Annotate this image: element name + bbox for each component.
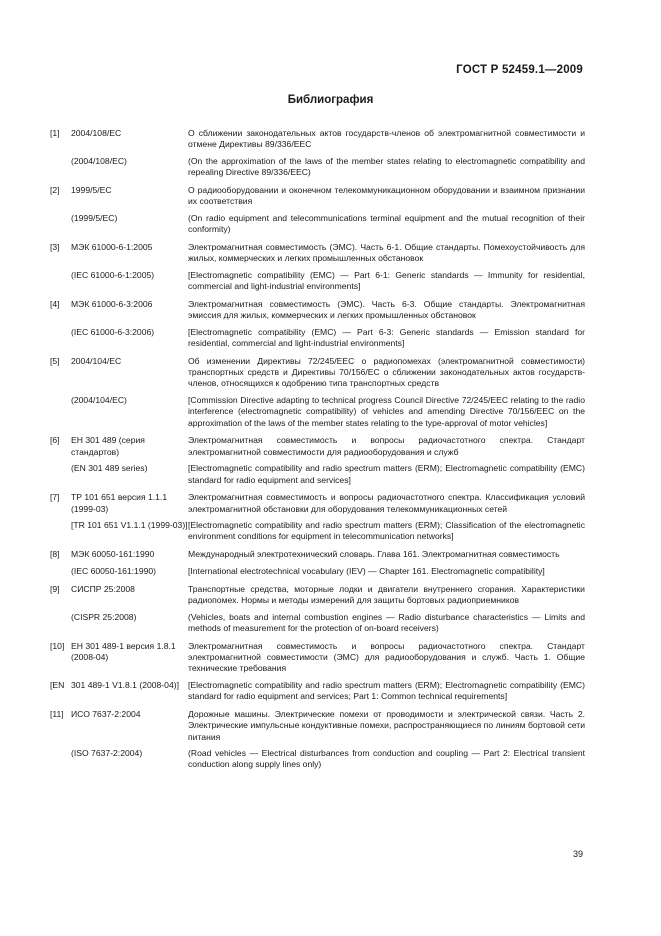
- entry-description: Электромагнитная совместимость и вопросы радиочастотного спектра. Классификация условий электромагнитной обстановки для оборудования телекоммуникационных сетей: [188, 492, 585, 514]
- entry-description: Электромагнитная совместимость и вопросы радиочастотного спектра. Стандарт электромагнитной совместимости для радиооборудования и служб: [188, 435, 585, 457]
- entry-description: (On radio equipment and telecommunications terminal equipment and the mutual recognition of their conformity): [188, 212, 585, 235]
- page-number: 39: [572, 849, 583, 859]
- entry-number: [50, 612, 71, 635]
- bibliography-entry: [50, 435, 585, 458]
- bibliography-entry: [50, 709, 585, 743]
- entry-number: [2]: [50, 184, 60, 195]
- entry-number: [50, 156, 71, 179]
- entry-number: [9]: [50, 583, 60, 594]
- entry-description: [Electromagnetic compatibility and radio spectrum matters (ERM); Electromagnetic compatibility (EMC) standard for radio equipment and services]: [188, 463, 585, 485]
- entry-reference: 2004/108/EC: [71, 128, 122, 138]
- entry-description: Транспортные средства, моторные лодки и двигатели внутреннего сгорания. Характеристики радиопомех. Нормы и методы измерений для защиты бортовых радиоприемников: [188, 583, 585, 606]
- bibliography-entry: [50, 327, 585, 350]
- entry-reference: (2004/108/EC): [71, 155, 127, 166]
- entry-reference: [TR 101 651 V1.1.1 (1999-03)]: [71, 520, 188, 531]
- entry-number: [50, 463, 71, 486]
- bibliography-entry: [50, 242, 585, 265]
- bibliography-entry: [50, 128, 585, 151]
- entry-description: [Commission Directive adapting to technical progress Council Directive 72/245/EEC relating to the radio interference (electromagnetic compatibility) of vehicles and amending Directive 70/156/EEC on the approximation of the laws of the member states relating to the type-approval of motor vehicles]: [188, 394, 585, 428]
- entry-reference: ЕН 301 489 (серия стандартов): [71, 435, 145, 457]
- entry-number: [11]: [50, 708, 64, 719]
- bibliography-entry: [50, 641, 585, 675]
- page-title: Библиография: [287, 94, 374, 106]
- entry-description: О сближении законодательных актов государств-членов об электромагнитной совместимости и отмене Директивы 89/336/ЕЕС: [188, 128, 585, 150]
- entry-description: Электромагнитная совместимость и вопросы радиочастотного спектра. Стандарт электромагнитной совместимости (ЭМС) для радиооборудования и служб. Часть 1. Общие технические требования: [188, 640, 585, 674]
- bibliography-entry: [50, 356, 585, 390]
- entry-number: [50, 748, 71, 771]
- entry-number: [EN: [50, 679, 65, 690]
- entry-description: Электромагнитная совместимость (ЭМС). Часть 6-1. Общие стандарты. Помехоустойчивость для жилых, коммерческих и легких промышленных обстановок: [188, 241, 585, 264]
- entry-number: [50, 395, 71, 429]
- bibliography-list: [50, 128, 585, 771]
- entry-description: [Electromagnetic compatibility (EMC) — Part 6-3: Generic standards — Emission standard for residential, commercial and light-industrial environments]: [188, 326, 585, 348]
- entry-description: [International electrotechnical vocabulary (IEV) — Chapter 161. Electromagnetic compatibility]: [188, 565, 545, 576]
- entry-description: Международный электротехнический словарь. Глава 161. Электромагнитная совместимость: [188, 549, 560, 560]
- entry-description: [Electromagnetic compatibility and radio spectrum matters (ERM); Electromagnetic compatibility (EMC) standard for radio equipment and services; Part 1: Common technical requirements]: [188, 679, 585, 702]
- entry-number: [4]: [50, 298, 60, 309]
- bibliography-entry: [50, 463, 585, 486]
- entry-description: Об изменении Директивы 72/245/ЕЕС о радиопомехах (электромагнитной совместимости) транспортных средств и Директивы 70/156/ЕС о сближении законодательных актов государств-членов, относящихся к одобрению типа транспортных средств: [188, 355, 585, 389]
- entry-reference: (EN 301 489 series): [71, 463, 148, 474]
- entry-description: (Vehicles, boats and internal combustion engines — Radio disturbance characteristics — Limits and methods of measurement for the protection of on-board receivers): [188, 611, 585, 633]
- entry-number: [5]: [50, 355, 60, 366]
- entry-number: [8]: [50, 549, 60, 560]
- bibliography-entry: [50, 680, 585, 703]
- bibliography-entry: [50, 156, 585, 179]
- entry-number: [7]: [50, 492, 60, 503]
- entry-number: [6]: [50, 435, 60, 446]
- entry-description: (Road vehicles — Electrical disturbances from conduction and coupling — Part 2: Electrical transient conduction along supply lines only): [188, 748, 585, 770]
- bibliography-entry: [50, 395, 585, 429]
- entry-number: [50, 566, 71, 577]
- entry-number: [3]: [50, 241, 60, 252]
- entry-number: [1]: [50, 128, 60, 138]
- entry-reference: (1999/5/EC): [71, 212, 118, 223]
- bibliography-entry: [50, 213, 585, 236]
- bibliography-entry: [50, 612, 585, 635]
- entry-number: [50, 270, 71, 293]
- entry-reference: 301 489-1 V1.8.1 (2008-04)]: [71, 679, 179, 690]
- entry-reference: ЕН 301 489-1 версия 1.8.1 (2008-04): [71, 640, 176, 663]
- entry-reference: СИСПР 25:2008: [71, 583, 135, 594]
- entry-reference: (ISO 7637-2:2004): [71, 748, 143, 759]
- bibliography-entry: [50, 185, 585, 208]
- entry-number: [50, 213, 71, 236]
- entry-reference: МЭК 61000-6-3:2006: [71, 298, 153, 309]
- entry-description: Электромагнитная совместимость (ЭМС). Часть 6-3. Общие стандарты. Электромагнитная эмиссия для жилых, коммерческих и легких промышленных обстановок: [188, 298, 585, 321]
- bibliography-entry: [50, 566, 585, 577]
- entry-reference: 1999/5/EC: [71, 184, 112, 195]
- entry-reference: (IEC 61000-6-1:2005): [71, 269, 155, 280]
- bibliography-entry: [50, 299, 585, 322]
- entry-reference: 2004/104/EC: [71, 355, 122, 366]
- entry-number: [10]: [50, 640, 65, 651]
- entry-reference: (IEC 61000-6-3:2006): [71, 326, 155, 337]
- entry-number: [50, 327, 71, 350]
- entry-reference: (CISPR 25:2008): [71, 611, 137, 622]
- bibliography-entry: [50, 584, 585, 607]
- entry-description: [Electromagnetic compatibility and radio spectrum matters (ERM); Classification of the electromagnetic environment conditions for equipment in telecommunication networks]: [188, 520, 585, 542]
- entry-description: О радиооборудовании и оконечном телекоммуникационном оборудовании и взаимном признании их соответствия: [188, 184, 585, 207]
- entry-reference: ИСО 7637-2:2004: [71, 708, 141, 719]
- entry-description: Дорожные машины. Электрические помехи от проводимости и электрической связи. Часть 2. Электрические импульсные кондуктивные помехи, распространяющиеся по линиям бортовой сети питания: [188, 708, 585, 742]
- bibliography-entry: [50, 270, 585, 293]
- entry-description: (On the approximation of the laws of the member states relating to electromagnetic compatibility and repealing Directive 89/336/EEC): [188, 155, 585, 178]
- entry-number: [50, 520, 71, 543]
- entry-reference: МЭК 60050-161:1990: [71, 549, 155, 560]
- standard-designation: ГОСТ Р 52459.1—2009: [456, 64, 583, 76]
- entry-reference: (IEC 60050-161:1990): [71, 565, 157, 576]
- entry-description: [Electromagnetic compatibility (EMC) — Part 6-1: Generic standards — Immunity for residential, commercial and light-industrial environments]: [188, 269, 585, 292]
- entry-reference: (2004/104/EC): [71, 394, 127, 405]
- entry-reference: МЭК 61000-6-1:2005: [71, 241, 153, 252]
- bibliography-entry: [50, 520, 585, 543]
- bibliography-entry: [50, 549, 585, 560]
- entry-reference: ТР 101 651 версия 1.1.1 (1999-03): [71, 492, 168, 514]
- bibliography-entry: [50, 492, 585, 515]
- bibliography-entry: [50, 748, 585, 771]
